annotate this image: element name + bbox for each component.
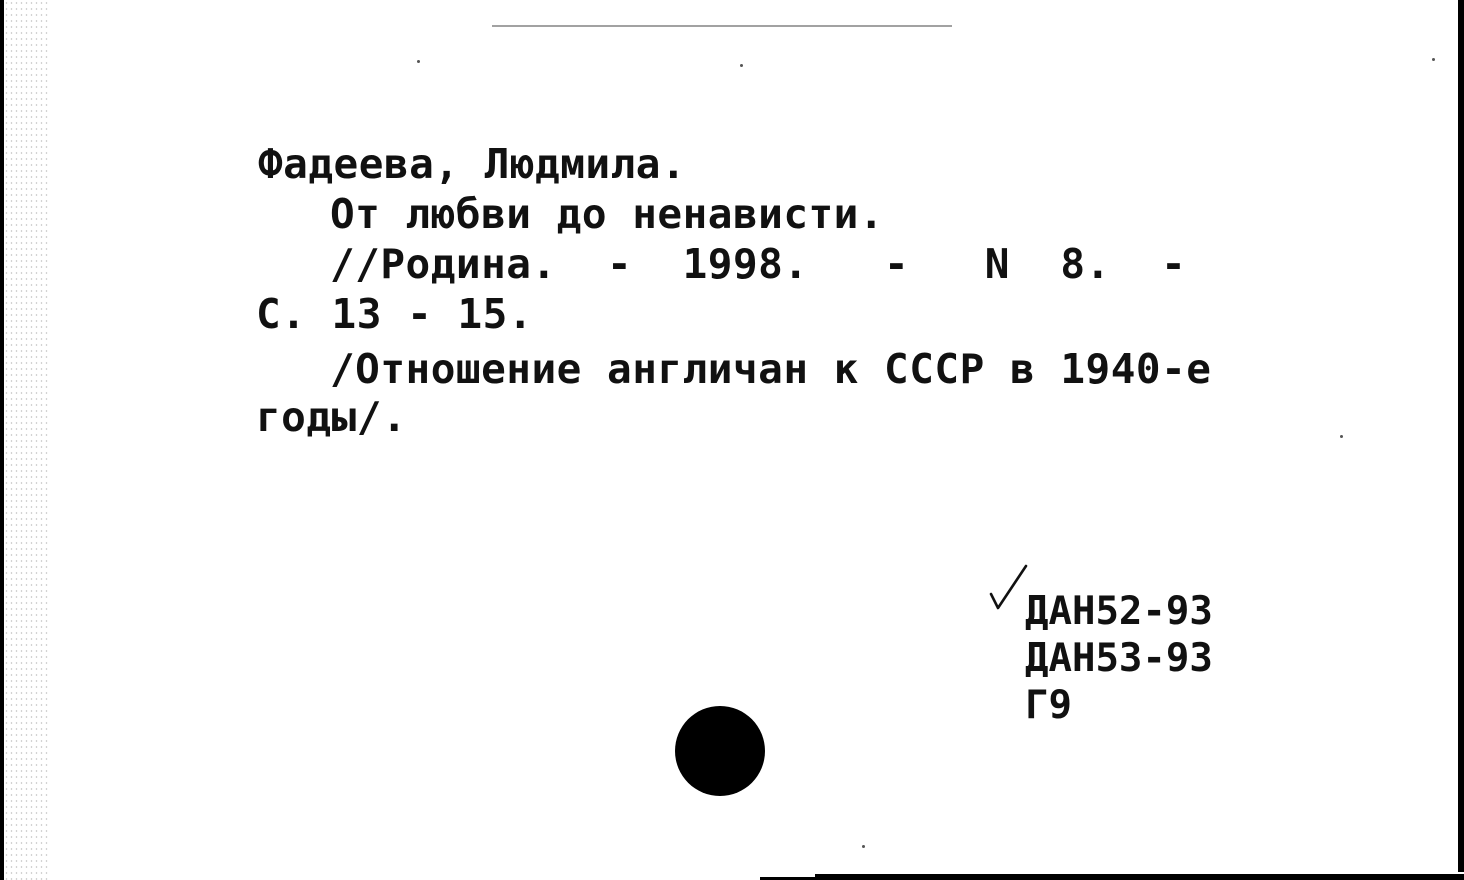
scan-noise-left <box>4 0 50 880</box>
shelfmark-3: Г9 <box>1025 683 1072 728</box>
scan-speck <box>417 60 420 63</box>
card-author: Фадеева, Людмила. <box>258 140 687 188</box>
scan-speck <box>740 64 743 67</box>
card-title: От любви до ненависти. <box>330 190 885 238</box>
shelfmark-1: ДАН52-93 <box>1025 589 1213 634</box>
card-top-rule <box>492 25 952 27</box>
card-annotation-line2: годы/. <box>256 393 408 441</box>
shelfmark-2: ДАН53-93 <box>1025 636 1213 681</box>
card-annotation-line1: /Отношение англичан к СССР в 1940-е <box>330 345 1212 393</box>
scan-edge-bottom <box>815 874 1464 880</box>
scan-edge-right <box>1458 0 1464 872</box>
card-pages: С. 13 - 15. <box>256 290 534 338</box>
scan-speck <box>862 845 865 848</box>
shelfmarks-block <box>1025 588 1213 729</box>
punch-hole <box>675 706 765 796</box>
card-source: //Родина. - 1998. - N 8. - <box>330 240 1187 288</box>
scan-speck <box>1340 435 1343 438</box>
scan-speck <box>1432 58 1435 61</box>
checkmark-icon <box>988 562 1030 614</box>
